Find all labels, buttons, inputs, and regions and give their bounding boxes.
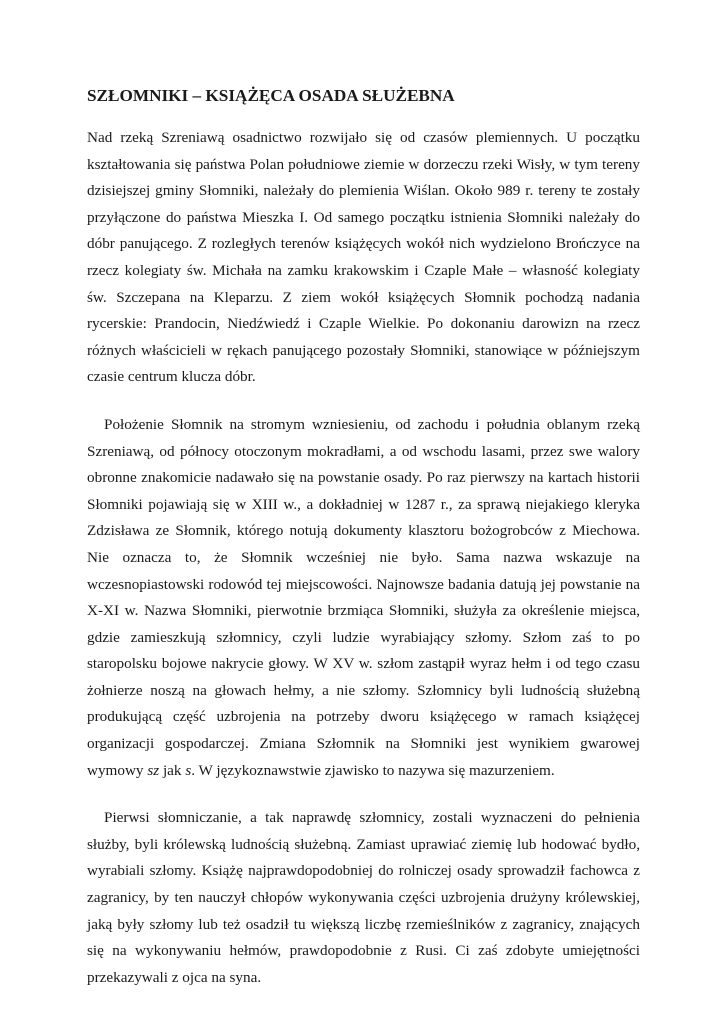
paragraph-2-ending: . W językoznawstwie zjawisko to nazywa się mazurzeniem.: [191, 761, 555, 779]
paragraph-2-text: Położenie Słomnik na stromym wzniesieniu, od zachodu i południa oblanym rzeką Szreniawą, od północy otoczonym mokradłami, a od wschodu lasami, przez swe walory obronne znakomicie nadawało się na powstanie osady. Po raz pierwszy na kartach historii Słomniki pojawiają się w XIII w., a dokładniej w 1287 r., za sprawą niejakiego kleryka Zdzisława ze Słomnik, którego notują dokumenty klasztoru bożogrobców z Miechowa. Nie oznacza to, że Słomnik wcześniej nie było. Sama nazwa wskazuje na wczesnopiastowski rodowód tej miejscowości. Najnowsze badania datują jej powstanie na X-XI w. Nazwa Słomniki, pierwotnie brzmiąca Słomniki, służyła za określenie miejsca, gdzie zamieszkują szłomnicy, czyli ludzie wyrabiający szłomy. Szłom zaś to po staropolsku bojowe nakrycie głowy. W XV w. szłom zastąpił wyraz hełm i od tego czasu żołnierze noszą na głowach hełmy, a nie szłomy. Szłomnicy byli ludnością służebną produkującą część uzbrojenia na potrzeby dworu książęcego w ramach książęcej organizacji gospodarczej. Zmiana Szłomnik na Słomniki jest wynikiem gwarowej wymowy: [87, 415, 640, 779]
paragraph-3: Pierwsi słomniczanie, a tak naprawdę szłomnicy, zostali wyznaczeni do pełnienia służby, byli królewską ludnością służebną. Zamiast uprawiać ziemię lub hodować bydło, wyrabiali szłomy. Książę najprawdopodobniej do rolniczej osady sprowadził fachowca z zagranicy, by ten nauczył chłopów wykonywania części uzbrojenia drużyny królewskiej, jaką były szłomy lub też osadził tu większą liczbę rzemieślników z zagranicy, znających się na wykonywaniu hełmów, prawdopodobnie z Rusi. Ci zaś zdobyte umiejętności przekazywali z ojca na syna.: [87, 809, 640, 986]
document-title: SZŁOMNIKI – KSIĄŻĘCA OSADA SŁUŻEBNA: [87, 86, 455, 105]
paragraph-2-term-s: s: [185, 761, 192, 779]
paragraph-2-connector: jak: [159, 761, 186, 779]
paragraph-1: Nad rzeką Szreniawą osadnictwo rozwijało się od czasów plemiennych. U początku kształtowania się państwa Polan południowe ziemie w dorzeczu rzeki Wisły, w tym tereny dzisiejszej gminy Słomniki, należały do plemienia Wiślan. Około 989 r. tereny te zostały przyłączone do państwa Mieszka I. Od samego początku istnienia Słomniki należały do dóbr panującego. Z rozległych terenów książęcych wokół nich wydzielono Brończyce na rzecz kolegiaty św. Michała na zamku krakowskim i Czaple Małe – własność kolegiaty św. Szczepana na Kleparzu. Z ziem wokół książęcych Słomnik pochodzą nadania rycerskie: Prandocin, Niedźwiedź i Czaple Wielkie. Po dokonaniu darowizn na rzecz różnych właścicieli w rękach panującego pozostały Słomniki, stanowiące w późniejszym czasie centrum klucza dóbr.: [87, 129, 640, 386]
paragraph-2: [87, 412, 640, 784]
document-body: [87, 125, 640, 1012]
paragraph-2-term-sz: sz: [147, 761, 160, 779]
